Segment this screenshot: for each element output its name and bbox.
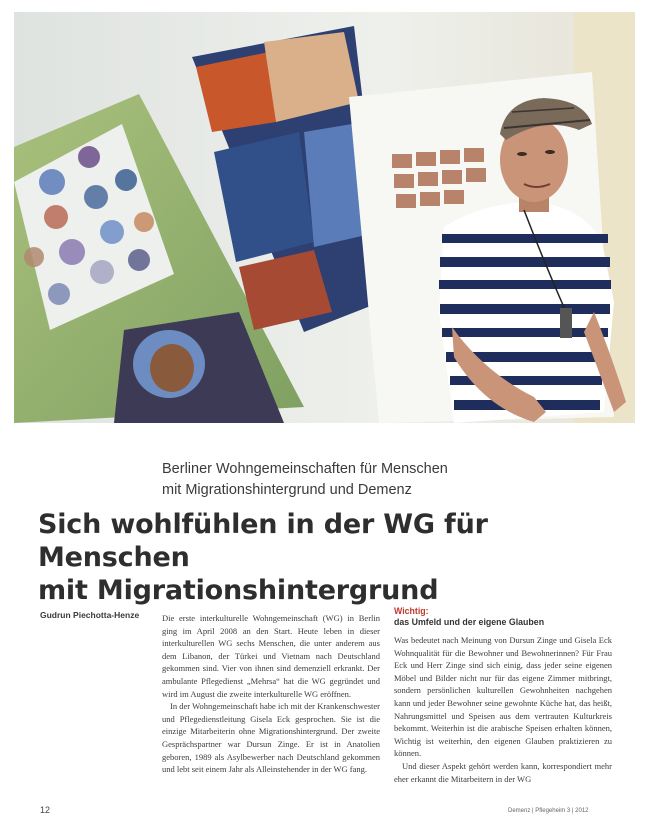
- body-column-2: [394, 634, 612, 785]
- article-headline: [38, 508, 638, 607]
- section-label: Wichtig:: [394, 606, 429, 616]
- headline-line-2: mit Migrationshintergrund: [38, 575, 439, 606]
- photo-illustration: [14, 12, 635, 423]
- section-heading: [394, 606, 624, 628]
- article-photo: [14, 12, 635, 423]
- kicker-line-2: mit Migrationshintergrund und Demenz: [162, 482, 412, 498]
- body-column-1: [162, 612, 380, 776]
- section-subtitle: das Umfeld und der eigene Glauben: [394, 617, 545, 627]
- page-number: 12: [40, 805, 51, 815]
- kicker-line-1: Berliner Wohngemeinschaften für Menschen: [162, 461, 448, 477]
- headline-line-1: Sich wohlfühlen in der WG für Menschen: [38, 509, 488, 573]
- article-kicker: [162, 459, 602, 501]
- paragraph: Die erste interkulturelle Wohngemeinschaft (WG) in Berlin ging im April 2008 an den Start. Heute leben in dieser interkulturellen WG sechs Menschen, die unter anderem aus dem Libanon, der Türkei und Vietnam nach Deutschland gekommen sind. Vier von ihnen sind demenziell erkrankt. Der ambulante Pflegedienst „Mehrsa“ hat die WG gegründet und wird im August die zweite interkulturelle WG eröffnen.: [162, 613, 380, 699]
- author-name: Gudrun Piechotta-Henze: [40, 610, 140, 620]
- paragraph: Und dieser Aspekt gehört werden kann, korrespondiert mehr eher erkannt die Mitarbeitern in der WG: [394, 760, 612, 784]
- paragraph: Was bedeutet nach Meinung von Dursun Zinge und Gisela Eck Wohnqualität für die Bewohner und Bewohnerinnen? Für Frau Eck und Herr Zinge sind sich einig, dass jeder seine eigenen Möbel und Bilder nicht nur für das eigene Zimmer mitbringt, sondern persönlichen kulturellen Gewohnheiten nachgehen kann und jeder Bewohner seine gewohnte Küche hat, das heißt, Nahrungsmittel und Speisen aus dem vertrauten Kulturkreis bekommt. Weiterhin ist die arabische Speisen erhalten können, Wichtig ist weiterhin, den eigenen Glauben praktizieren zu können.: [394, 635, 612, 759]
- page-footer: Demenz | Pflegeheim 3 | 2012: [508, 808, 589, 814]
- paragraph: In der Wohngemeinschaft habe ich mit der Krankenschwester und Pflegedienstleitung Gisela Eck gesprochen. Sie ist die einzige Mitarbeiterin ohne Migrationshintergrund. Der zweite Gesprächspartner war Dursun Zinge. Er ist in Anatolien geboren, 1989 als Asylbewerber nach Deutschland gekommen und lebt seit einem Jahr als Alleinstehender in der WG fang.: [162, 701, 380, 775]
